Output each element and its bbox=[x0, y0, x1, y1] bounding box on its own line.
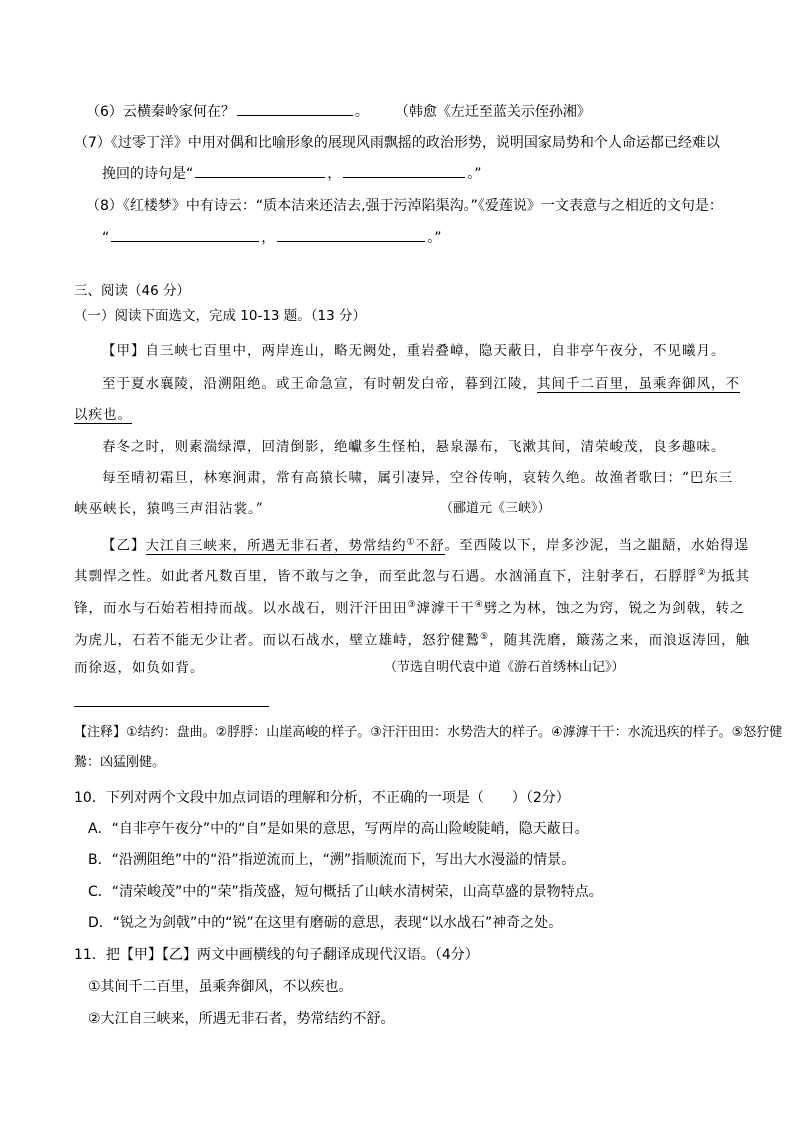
passage-jia-line-3: 以疾也。 bbox=[74, 407, 132, 423]
q8-line-2: “ ， 。” bbox=[102, 227, 442, 249]
q11-stem: 11．把【甲】【乙】两文中画横线的句子翻译成现代汉语。（4分） bbox=[74, 947, 479, 963]
q7-line-1: （7）《过零丁洋》中用对偶和比喻形象的展现风雨飘摇的政治形势，说明国家局势和个人命运都已经难以 bbox=[74, 135, 720, 151]
answer-blank[interactable] bbox=[343, 163, 465, 178]
q11-item-1: ①其间千二百里，虽乘奔御风，不以疾也。 bbox=[88, 979, 353, 995]
passage-jia-source: （郦道元《三峡》） bbox=[440, 501, 551, 516]
footnote-divider bbox=[74, 706, 269, 707]
notes-line-2: 鷙：凶猛刚健。 bbox=[74, 755, 166, 770]
notes-line-1: 【注释】①结约：盘曲。②脬脬：山崖高峻的样子。③汗汗田田：水势浩大的样子。④滹滹干干：水流迅疾的样子。⑤怒狞健 bbox=[74, 725, 783, 740]
passage-jia-line-6: 峡巫峡长，猿鸣三声泪沾裳。” bbox=[74, 501, 264, 517]
q7-line-2: 挽回的诗句是“ ， 。” bbox=[102, 163, 482, 185]
passage-yi-line-5: 而徐返，如负如背。 bbox=[74, 660, 205, 676]
q8-line-1: （8）《红楼梦》中有诗云：“质本洁来还洁去,强于污淖陷渠沟。”《爱莲说》一文表意与之相近的文句是： bbox=[86, 198, 723, 214]
answer-blank[interactable] bbox=[237, 101, 353, 116]
q10-option-d[interactable]: D．“锐之为剑戟”中的“锐”在这里有磨砺的意思，表现“以水战石”神奇之处。 bbox=[88, 915, 563, 931]
passage-yi-line-4: 为虎儿，石若不能无少让者。而以石战水，壁立雄峙，怒狞健鷙⑤，随其洗磨，簸荡之来，而浪返涛回，触 bbox=[74, 632, 751, 649]
passage-jia-line-1: 【甲】自三峡七百里中，两岸连山，略无阙处，重岩叠嶂，隐天蔽日，自非亭午夜分，不见曦月。 bbox=[102, 343, 726, 359]
passage-yi-line-2: 其剽悍之性。如此者凡数百里，皆不敢与之争，而至此忽与石遇。水汹涌直下，注射孝石，石脬脬②为抵其 bbox=[74, 568, 751, 585]
passage-jia-line-4: 春冬之时，则素湍绿潭，回清倒影，绝巘多生怪柏，悬泉瀑布，飞漱其间，清荣峻茂，良多趣味。 bbox=[102, 439, 726, 455]
section-heading: 三、阅读（46 分） bbox=[74, 283, 190, 299]
passage-jia-line-2: 至于夏水襄陵，沿溯阻绝。或王命急宣，有时朝发白帝，暮到江陵，其间千二百里，虽乘奔御风，不 bbox=[102, 376, 740, 392]
q6-line: （6）云横秦岭家何在？ 。 （韩愈《左迁至蓝关示侄孙湘》 bbox=[86, 101, 591, 123]
answer-blank[interactable] bbox=[111, 227, 259, 242]
answer-blank[interactable] bbox=[195, 163, 325, 178]
passage-jia-line-5: 每至晴初霜旦，林寒涧肃，常有高猿长啸，属引凄异，空谷传响，哀转久绝。故渔者歌曰：“巴东三 bbox=[102, 470, 734, 486]
q10-option-c[interactable]: C．“清荣峻茂”中的“荣”指茂盛，短句概括了山峡水清树荣，山高草盛的景物特点。 bbox=[88, 884, 603, 900]
passage-yi-line-1: 【乙】大江自三峡来，所遇无非石者，势常结约①不舒。至西陵以下，岸多沙泥，当之龃龉，水始得逞 bbox=[102, 537, 750, 554]
q10-option-a[interactable]: A．“自非亭午夜分”中的“自”是如果的意思，写两岸的高山险峻陡峭，隐天蔽日。 bbox=[88, 821, 589, 837]
q10-stem: 10．下列对两个文段中加点词语的理解和分析，不正确的一项是（ ）（2分） bbox=[74, 790, 570, 806]
q10-option-b[interactable]: B．“沿溯阻绝”中的“沿”指逆流而上，“溯”指顺流而下，写出大水漫溢的情景。 bbox=[88, 852, 576, 868]
subsection-heading: （一）阅读下面选文，完成 10-13 题。（13 分） bbox=[74, 308, 367, 324]
passage-yi-source: （节选自明代袁中道《游石首绣林山记》） bbox=[384, 660, 625, 675]
q11-item-2: ②大江自三峡来，所遇无非石者，势常结约不舒。 bbox=[88, 1011, 395, 1027]
answer-blank[interactable] bbox=[277, 227, 425, 242]
passage-yi-line-3: 锋，而水与石始若相持而战。以水战石，则汗汗田田③滹滹干干④劈之为林，蚀之为窍，锐之为剑戟，转之 bbox=[74, 600, 745, 617]
